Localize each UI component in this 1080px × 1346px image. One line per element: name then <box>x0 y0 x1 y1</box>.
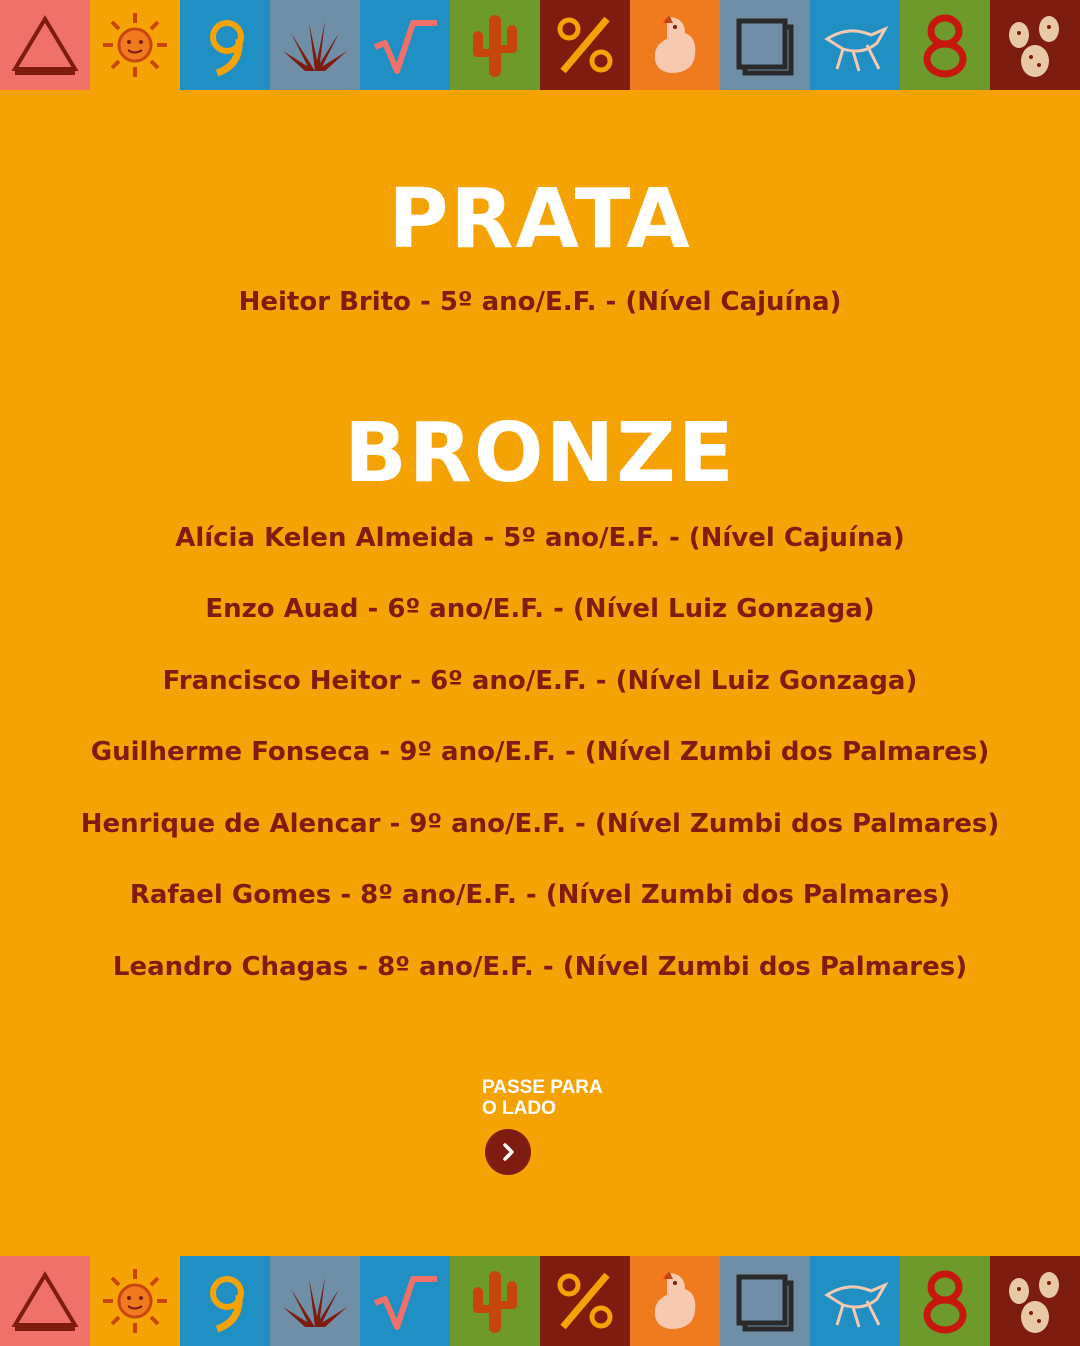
percent-icon <box>549 1265 621 1337</box>
border-tile <box>630 0 720 90</box>
border-tile <box>90 0 180 90</box>
border-tile <box>990 0 1080 90</box>
border-tile <box>180 0 270 90</box>
border-tile <box>450 0 540 90</box>
sun-icon <box>99 1265 171 1337</box>
border-tile <box>810 1256 900 1346</box>
cube-icon <box>729 9 801 81</box>
eight-icon <box>909 9 981 81</box>
square-root-icon <box>369 1265 441 1337</box>
comma-icon <box>189 1265 261 1337</box>
border-tile <box>990 1256 1080 1346</box>
top-border <box>0 0 1080 90</box>
border-tile <box>900 0 990 90</box>
border-tile <box>360 1256 450 1346</box>
border-tile <box>900 1256 990 1346</box>
border-tile <box>0 1256 90 1346</box>
border-tile <box>90 1256 180 1346</box>
border-tile <box>450 1256 540 1346</box>
bronze-heading: BRONZE <box>344 406 736 501</box>
bronze-entry: Guilherme Fonseca - 9º ano/E.F. - (Nível Zumbi dos Palmares) <box>90 737 990 767</box>
bronze-entry: Enzo Auad - 6º ano/E.F. - (Nível Luiz Gonzaga) <box>205 594 875 624</box>
triangle-icon <box>9 9 81 81</box>
cactus-icon <box>459 1265 531 1337</box>
border-tile <box>270 0 360 90</box>
comma-icon <box>189 9 261 81</box>
bottom-border <box>0 1256 1080 1346</box>
bronze-entry: Henrique de Alencar - 9º ano/E.F. - (Nível Zumbi dos Palmares) <box>80 809 1000 839</box>
border-tile <box>630 1256 720 1346</box>
border-tile <box>540 1256 630 1346</box>
border-tile <box>360 0 450 90</box>
square-root-icon <box>369 9 441 81</box>
cube-icon <box>729 1265 801 1337</box>
swipe-hint <box>482 1077 642 1175</box>
bronze-entry: Francisco Heitor - 6º ano/E.F. - (Nível Luiz Gonzaga) <box>162 666 918 696</box>
prata-heading: PRATA <box>388 172 692 267</box>
border-tile <box>270 1256 360 1346</box>
cactus-icon <box>459 9 531 81</box>
border-tile <box>810 0 900 90</box>
bronze-entry: Alícia Kelen Almeida - 5º ano/E.F. - (Nível Cajuína) <box>175 523 905 553</box>
triangle-icon <box>9 1265 81 1337</box>
bird-icon <box>819 9 891 81</box>
plant-icon <box>279 9 351 81</box>
rooster-icon <box>639 9 711 81</box>
border-tile <box>720 0 810 90</box>
border-tile <box>540 0 630 90</box>
chevron-right-icon <box>497 1141 519 1163</box>
rooster-icon <box>639 1265 711 1337</box>
bronze-entry: Leandro Chagas - 8º ano/E.F. - (Nível Zumbi dos Palmares) <box>112 952 968 982</box>
border-tile <box>0 0 90 90</box>
border-tile <box>720 1256 810 1346</box>
prickly-pear-icon <box>999 9 1071 81</box>
swipe-label-line1: PASSE PARA <box>482 1077 603 1098</box>
border-tile <box>180 1256 270 1346</box>
eight-icon <box>909 1265 981 1337</box>
prata-entry: Heitor Brito - 5º ano/E.F. - (Nível Cajuína) <box>238 287 842 317</box>
swipe-label-line2: O LADO <box>482 1098 556 1119</box>
bronze-entry: Rafael Gomes - 8º ano/E.F. - (Nível Zumbi dos Palmares) <box>129 880 951 910</box>
plant-icon <box>279 1265 351 1337</box>
sun-icon <box>99 9 171 81</box>
prickly-pear-icon <box>999 1265 1071 1337</box>
bird-icon <box>819 1265 891 1337</box>
next-slide-button[interactable] <box>485 1129 531 1175</box>
percent-icon <box>549 9 621 81</box>
